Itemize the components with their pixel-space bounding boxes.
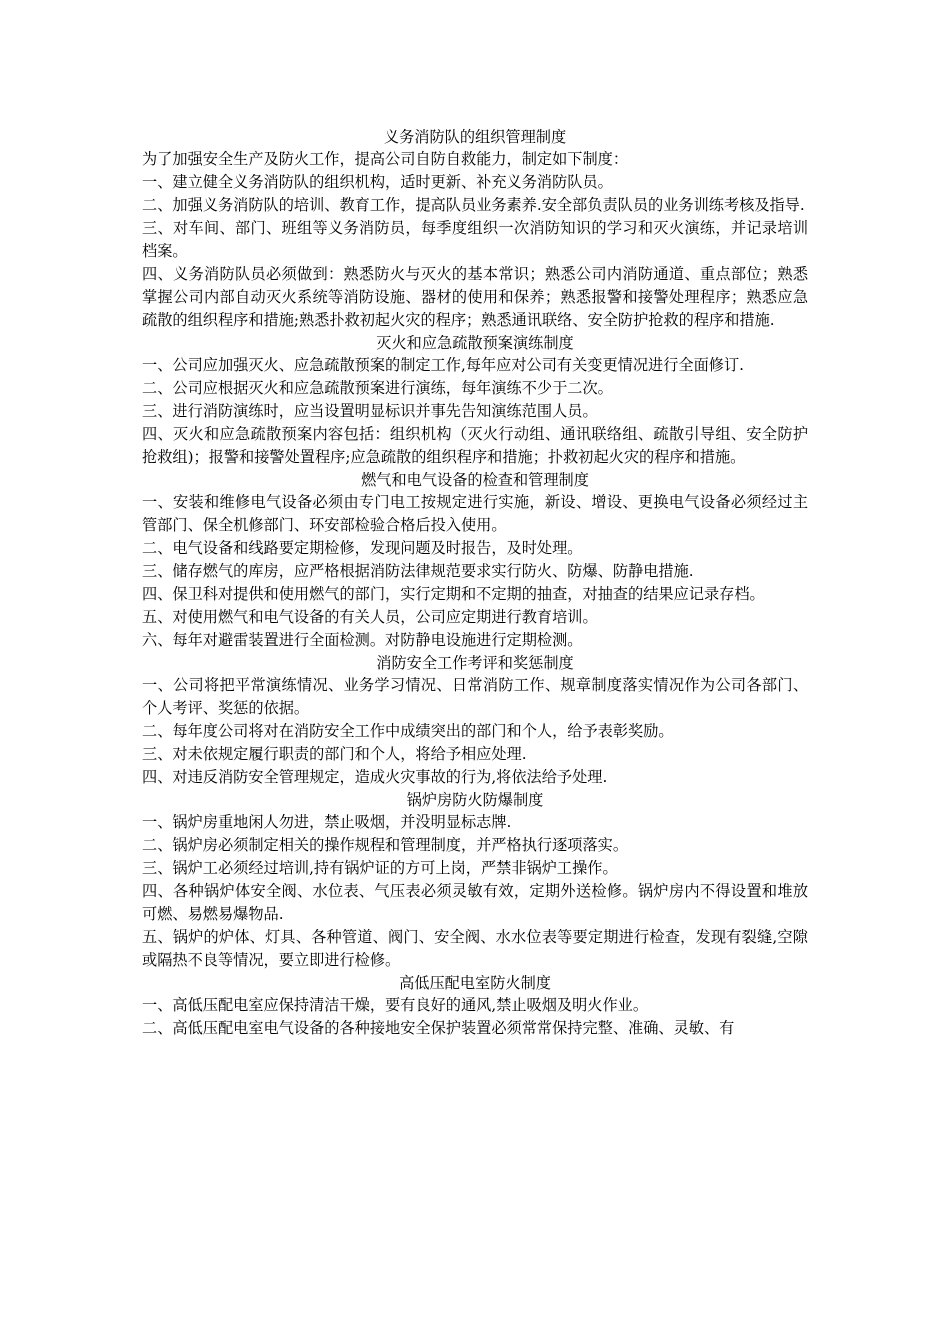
section-title: 锅炉房防火防爆制度	[406, 791, 544, 809]
paragraph: 四、义务消防队员必须做到：熟悉防火与灭火的基本常识；熟悉公司内消防通道、重点部位；熟悉掌握公司内部自动灭火系统等消防设施、器材的使用和保养；熟悉报警和接警处理程序；熟悉应急疏散的组织程序和措施;熟悉扑救初起火灾的程序；熟悉通讯联络、安全防护抢救的程序和措施.	[142, 265, 808, 329]
paragraph: 三、对车间、部门、班组等义务消防员，每季度组织一次消防知识的学习和灭火演练，并记录培训档案。	[142, 219, 808, 260]
paragraph: 五、对使用燃气和电气设备的有关人员，公司应定期进行教育培训。	[142, 608, 598, 626]
paragraph: 二、加强义务消防队的培训、教育工作，提高队员业务素养.安全部负责队员的业务训练考核及指导.	[142, 196, 805, 214]
paragraph: 二、高低压配电室电气设备的各种接地安全保护装置必须常常保持完整、准确、灵敏、有	[142, 1019, 735, 1037]
paragraph: 三、对未依规定履行职责的部门和个人，将给予相应处理.	[142, 745, 527, 763]
section-title: 消防安全工作考评和奖惩制度	[376, 654, 574, 672]
section-title: 高低压配电室防火制度	[399, 974, 551, 992]
paragraph: 五、锅炉的炉体、灯具、各种管道、阀门、安全阀、水水位表等要定期进行检查，发现有裂缝,空隙或隔热不良等情况，要立即进行检修。	[142, 928, 808, 969]
document-page	[142, 126, 808, 1040]
paragraph: 为了加强安全生产及防火工作，提高公司自防自救能力，制定如下制度：	[142, 150, 628, 168]
section-boiler-room	[142, 789, 808, 972]
paragraph: 四、各种锅炉体安全阀、水位表、气压表必须灵敏有效，定期外送检修。锅炉房内不得设置和堆放可燃、易燃易爆物品.	[142, 882, 808, 923]
paragraph: 一、建立健全义务消防队的组织机构，适时更新、补充义务消防队员。	[142, 173, 613, 191]
paragraph: 六、每年对避雷装置进行全面检测。对防静电设施进行定期检测。	[142, 631, 583, 649]
section-evaluation-rewards	[142, 652, 808, 789]
paragraph: 一、安装和维修电气设备必须由专门电工按规定进行实施，新设、增设、更换电气设备必须经过主管部门、保全机修部门、环安部检验合格后投入使用。	[142, 493, 808, 534]
section-gas-electrical	[142, 469, 808, 652]
paragraph: 一、锅炉房重地闲人勿进，禁止吸烟，并没明显标志牌.	[142, 813, 512, 831]
paragraph: 一、公司应加强灭火、应急疏散预案的制定工作,每年应对公司有关变更情况进行全面修订.	[142, 356, 744, 374]
section-title: 燃气和电气设备的检查和管理制度	[361, 471, 589, 489]
paragraph: 二、公司应根据灭火和应急疏散预案进行演练，每年演练不少于二次。	[142, 379, 613, 397]
paragraph: 二、每年度公司将对在消防安全工作中成绩突出的部门和个人，给予表彰奖励。	[142, 722, 674, 740]
section-evacuation-drill	[142, 332, 808, 469]
paragraph: 二、电气设备和线路要定期检修，发现问题及时报告，及时处理。	[142, 539, 583, 557]
section-title: 灭火和应急疏散预案演练制度	[376, 334, 574, 352]
paragraph: 三、储存燃气的库房，应严格根据消防法律规范要求实行防火、防爆、防静电措施.	[142, 562, 694, 580]
section-volunteer-fire-brigade	[142, 126, 808, 332]
section-power-distribution-room	[142, 972, 808, 1040]
paragraph: 一、高低压配电室应保持清洁干燥，要有良好的通风,禁止吸烟及明火作业。	[142, 996, 649, 1014]
paragraph: 四、保卫科对提供和使用燃气的部门，实行定期和不定期的抽查，对抽查的结果应记录存档。	[142, 585, 765, 603]
paragraph: 三、锅炉工必须经过培训,持有锅炉证的方可上岗，严禁非锅炉工操作。	[142, 859, 618, 877]
paragraph: 四、对违反消防安全管理规定，造成火灾事故的行为,将依法给予处理.	[142, 768, 608, 786]
paragraph: 二、锅炉房必须制定相关的操作规程和管理制度，并严格执行逐项落实。	[142, 836, 628, 854]
paragraph: 三、进行消防演练时，应当设置明显标识并事先告知演练范围人员。	[142, 402, 598, 420]
paragraph: 一、公司将把平常演练情况、业务学习情况、日常消防工作、规章制度落实情况作为公司各部门、个人考评、奖惩的依据。	[142, 676, 808, 717]
section-title: 义务消防队的组织管理制度	[383, 128, 567, 146]
paragraph: 四、灭火和应急疏散预案内容包括：组织机构（灭火行动组、通讯联络组、疏散引导组、安全防护抢救组)；报警和接警处置程序;应急疏散的组织程序和措施；扑救初起火灾的程序和措施。	[142, 425, 808, 466]
